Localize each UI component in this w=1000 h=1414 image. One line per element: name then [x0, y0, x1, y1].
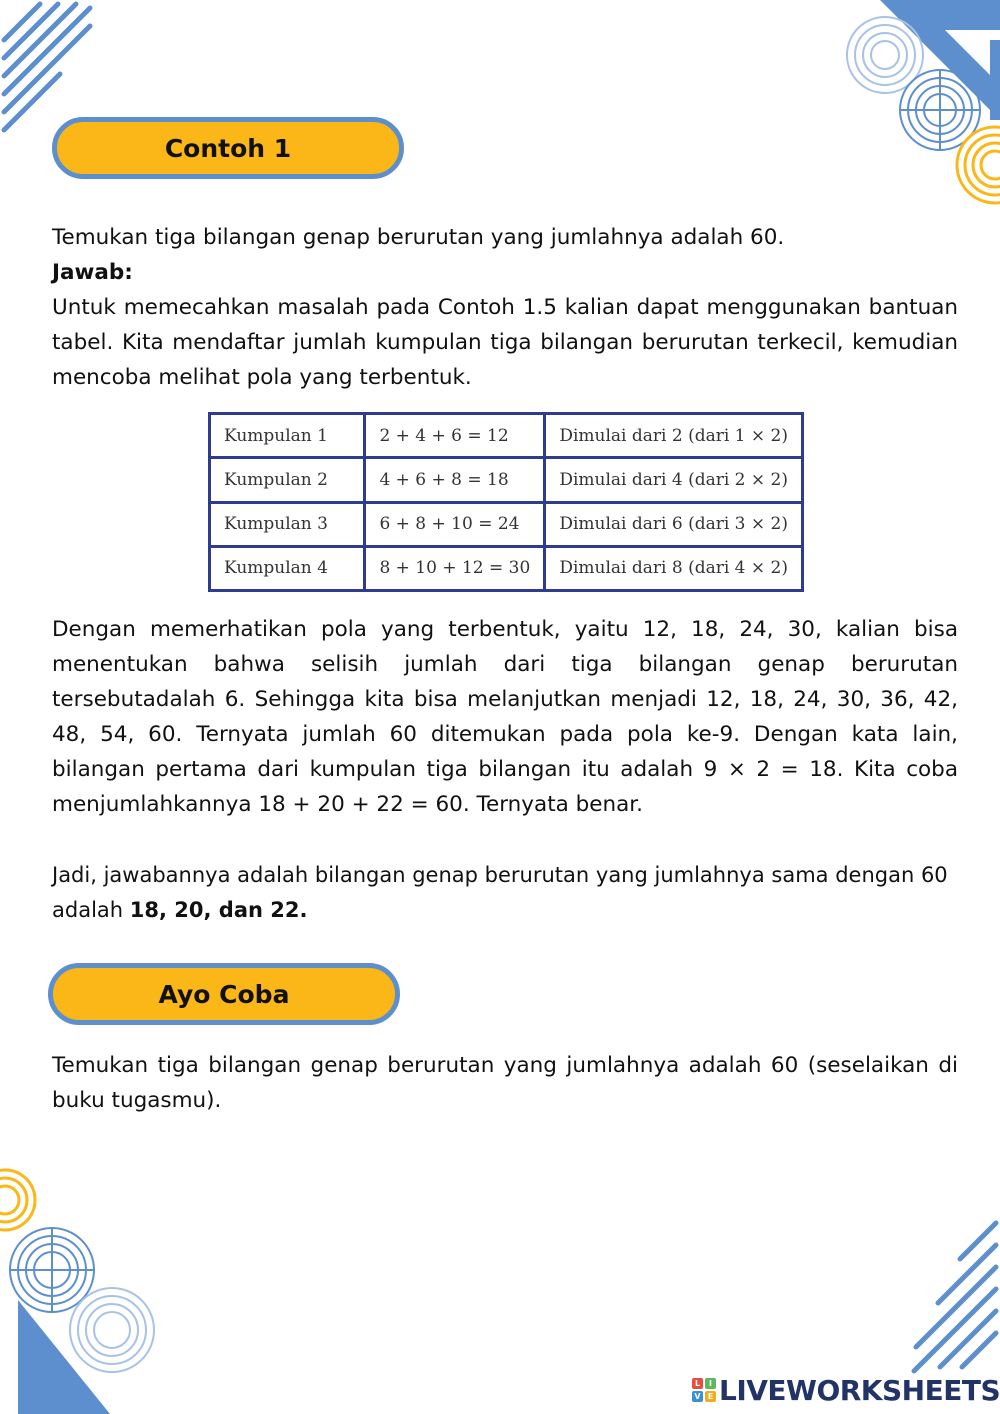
- answer-label: Jawab:: [52, 260, 133, 285]
- logo-letter: E: [705, 1391, 716, 1402]
- table-cell: 6 + 8 + 10 = 24: [365, 502, 545, 546]
- conclusion-text: Jadi, jawabannya adalah bilangan genap berurutan yang jumlahnya sama dengan 60 adalah: [52, 863, 948, 922]
- table-cell: Kumpulan 1: [210, 414, 365, 458]
- example-badge: [52, 117, 404, 179]
- example-question: Temukan tiga bilangan genap berurutan yang jumlahnya adalah 60.: [52, 225, 785, 250]
- table-cell: Kumpulan 3: [210, 502, 365, 546]
- example-conclusion: [52, 858, 952, 928]
- practice-badge: [48, 963, 400, 1025]
- example-badge-label: Contoh 1: [164, 133, 292, 163]
- bottom-left-pattern-decoration: [0, 1160, 170, 1414]
- logo-mark-icon: [692, 1378, 716, 1402]
- practice-task: Temukan tiga bilangan genap berurutan yang jumlahnya adalah 60 (seselaikan di buku tugasmu).: [52, 1053, 958, 1113]
- logo-letter: V: [692, 1391, 703, 1402]
- table-cell: Dimulai dari 8 (dari 4 × 2): [545, 546, 803, 590]
- table-row: [210, 502, 803, 546]
- liveworksheets-logo: [692, 1372, 1000, 1408]
- top-right-pattern-decoration: [840, 0, 1000, 210]
- pattern-table: [208, 412, 804, 592]
- table-row: [210, 458, 803, 502]
- bottom-right-stripes-decoration: [880, 1215, 1000, 1375]
- brand-name: LIVEWORKSHEETS: [719, 1373, 1000, 1407]
- example-explanation: Dengan memerhatikan pola yang terbentuk, yaitu 12, 18, 24, 30, kalian bisa menentukan bahwa selisih jumlah dari tiga bilangan genap berurutan tersebutadalah 6. Sehingga kita bisa melanjutkan menjadi 12, 18, 24, 30, 36, 42, 48, 54, 60. Ternyata jumlah 60 ditemukan pada pola ke-9. Dengan kata lain, bilangan pertama dari kumpulan tiga bilangan itu adalah 9 × 2 = 18. Kita coba menjumlahkannya 18 + 20 + 22 = 60. Ternyata benar.: [52, 617, 958, 817]
- table-cell: Dimulai dari 4 (dari 2 × 2): [545, 458, 803, 502]
- table-cell: Kumpulan 2: [210, 458, 365, 502]
- logo-letter: L: [692, 1378, 703, 1389]
- table-row: [210, 546, 803, 590]
- table-cell: Dimulai dari 2 (dari 1 × 2): [545, 414, 803, 458]
- table-cell: 2 + 4 + 6 = 12: [365, 414, 545, 458]
- table-cell: 8 + 10 + 12 = 30: [365, 546, 545, 590]
- table-row: [210, 414, 803, 458]
- table-cell: 4 + 6 + 8 = 18: [365, 458, 545, 502]
- logo-letter: I: [705, 1378, 716, 1389]
- conclusion-answer: 18, 20, dan 22.: [129, 898, 308, 922]
- table-cell: Dimulai dari 6 (dari 3 × 2): [545, 502, 803, 546]
- example-intro: Untuk memecahkan masalah pada Contoh 1.5 kalian dapat menggunakan bantuan tabel. Kita mendaftar jumlah kumpulan tiga bilangan berurutan terkecil, kemudian mencoba melihat pola yang terbentuk.: [52, 295, 958, 390]
- table-cell: Kumpulan 4: [210, 546, 365, 590]
- practice-badge-label: Ayo Coba: [158, 979, 290, 1009]
